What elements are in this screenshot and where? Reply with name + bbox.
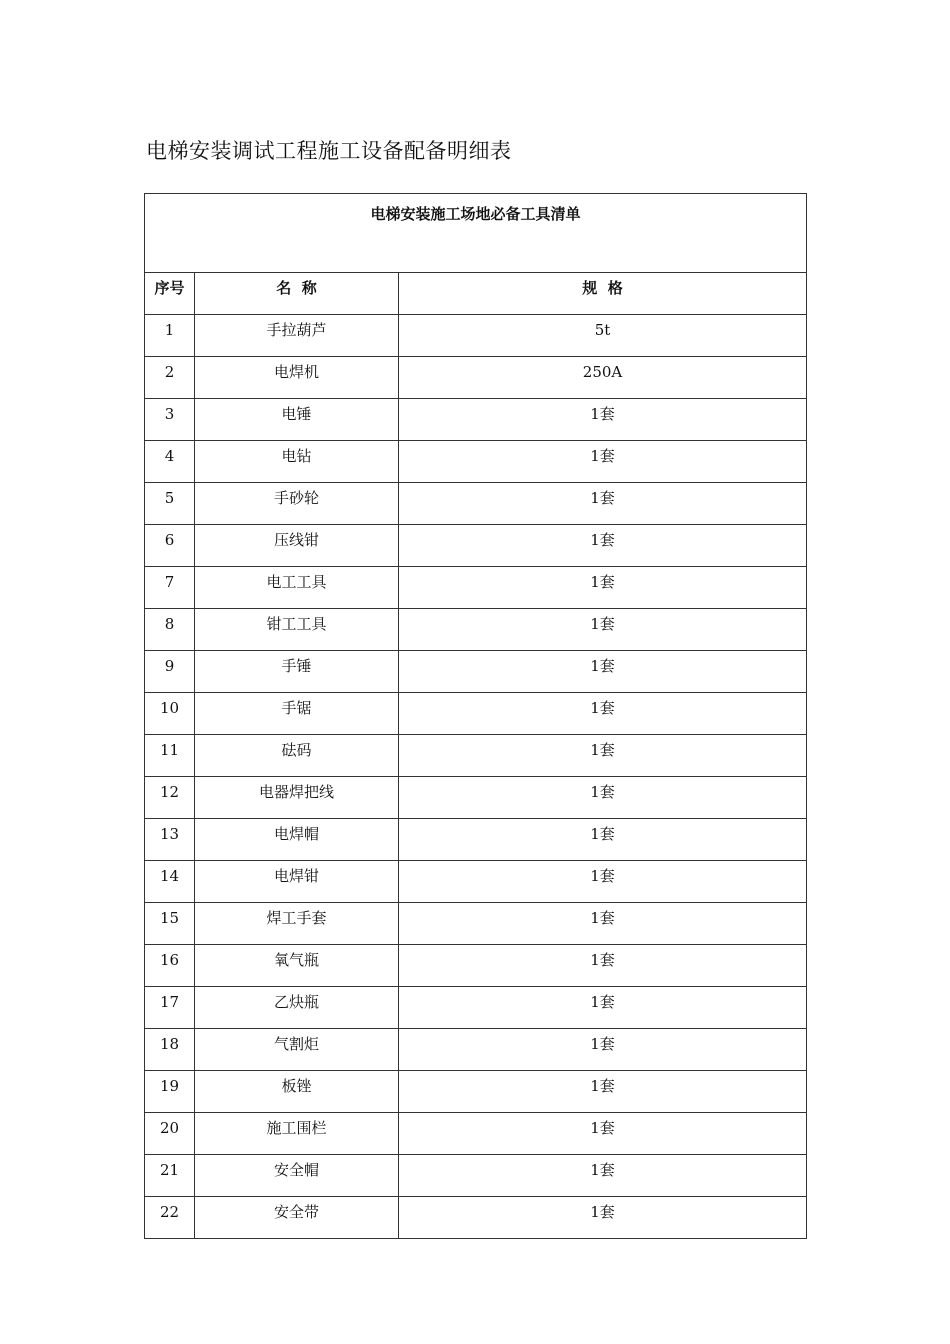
table-row (145, 861, 807, 903)
row-spec: 1套 (399, 567, 807, 609)
row-index: 22 (145, 1197, 195, 1239)
table-header-row (145, 273, 807, 315)
row-spec: 250A (399, 357, 807, 399)
row-name: 气割炬 (195, 1029, 399, 1071)
row-name: 安全帽 (195, 1155, 399, 1197)
table-row (145, 1155, 807, 1197)
row-name: 氧气瓶 (195, 945, 399, 987)
row-spec: 1套 (399, 1155, 807, 1197)
table-row (145, 903, 807, 945)
row-spec: 1套 (399, 819, 807, 861)
row-spec: 1套 (399, 777, 807, 819)
row-index: 7 (145, 567, 195, 609)
row-index: 16 (145, 945, 195, 987)
table-row (145, 525, 807, 567)
row-index: 8 (145, 609, 195, 651)
row-name: 压线钳 (195, 525, 399, 567)
row-spec: 1套 (399, 1197, 807, 1239)
row-index: 21 (145, 1155, 195, 1197)
row-index: 15 (145, 903, 195, 945)
row-index: 4 (145, 441, 195, 483)
row-spec: 5t (399, 315, 807, 357)
row-spec: 1套 (399, 693, 807, 735)
row-spec: 1套 (399, 1113, 807, 1155)
row-index: 12 (145, 777, 195, 819)
row-index: 20 (145, 1113, 195, 1155)
table-row (145, 441, 807, 483)
row-index: 13 (145, 819, 195, 861)
row-name: 焊工手套 (195, 903, 399, 945)
header-index: 序号 (145, 273, 195, 315)
table-row (145, 1071, 807, 1113)
table-row (145, 483, 807, 525)
header-name: 名 称 (195, 273, 399, 315)
table-row (145, 1029, 807, 1071)
table-caption: 电梯安装施工场地必备工具清单 (145, 194, 807, 273)
row-spec: 1套 (399, 1029, 807, 1071)
row-name: 电钻 (195, 441, 399, 483)
row-spec: 1套 (399, 1071, 807, 1113)
row-name: 手砂轮 (195, 483, 399, 525)
row-spec: 1套 (399, 735, 807, 777)
row-name: 电焊钳 (195, 861, 399, 903)
row-spec: 1套 (399, 861, 807, 903)
row-index: 5 (145, 483, 195, 525)
row-name: 电焊帽 (195, 819, 399, 861)
row-name: 电工工具 (195, 567, 399, 609)
row-spec: 1套 (399, 903, 807, 945)
row-index: 14 (145, 861, 195, 903)
row-index: 17 (145, 987, 195, 1029)
row-name: 手锯 (195, 693, 399, 735)
row-name: 安全带 (195, 1197, 399, 1239)
table-row (145, 819, 807, 861)
row-name: 电锤 (195, 399, 399, 441)
row-name: 钳工工具 (195, 609, 399, 651)
row-name: 施工围栏 (195, 1113, 399, 1155)
document-title: 电梯安装调试工程施工设备配备明细表 (146, 139, 512, 163)
row-spec: 1套 (399, 399, 807, 441)
row-index: 9 (145, 651, 195, 693)
row-spec: 1套 (399, 441, 807, 483)
table-body (145, 315, 807, 1239)
table-row (145, 777, 807, 819)
row-index: 1 (145, 315, 195, 357)
row-name: 手拉葫芦 (195, 315, 399, 357)
row-name: 板锉 (195, 1071, 399, 1113)
table-row (145, 399, 807, 441)
table-row (145, 567, 807, 609)
row-index: 18 (145, 1029, 195, 1071)
table-row (145, 609, 807, 651)
row-index: 10 (145, 693, 195, 735)
row-name: 乙炔瓶 (195, 987, 399, 1029)
table-row (145, 693, 807, 735)
row-name: 砝码 (195, 735, 399, 777)
table-row (145, 945, 807, 987)
row-name: 手锤 (195, 651, 399, 693)
row-spec: 1套 (399, 609, 807, 651)
row-spec: 1套 (399, 651, 807, 693)
row-index: 2 (145, 357, 195, 399)
table-row (145, 735, 807, 777)
row-index: 19 (145, 1071, 195, 1113)
row-index: 3 (145, 399, 195, 441)
header-spec: 规 格 (399, 273, 807, 315)
tools-table (144, 193, 807, 1239)
table-row (145, 357, 807, 399)
row-index: 6 (145, 525, 195, 567)
table-row (145, 1197, 807, 1239)
table-row (145, 651, 807, 693)
table-row (145, 315, 807, 357)
row-spec: 1套 (399, 483, 807, 525)
row-index: 11 (145, 735, 195, 777)
row-name: 电器焊把线 (195, 777, 399, 819)
table-caption-row (145, 194, 807, 273)
table-row (145, 987, 807, 1029)
row-name: 电焊机 (195, 357, 399, 399)
row-spec: 1套 (399, 945, 807, 987)
row-spec: 1套 (399, 525, 807, 567)
row-spec: 1套 (399, 987, 807, 1029)
table-row (145, 1113, 807, 1155)
